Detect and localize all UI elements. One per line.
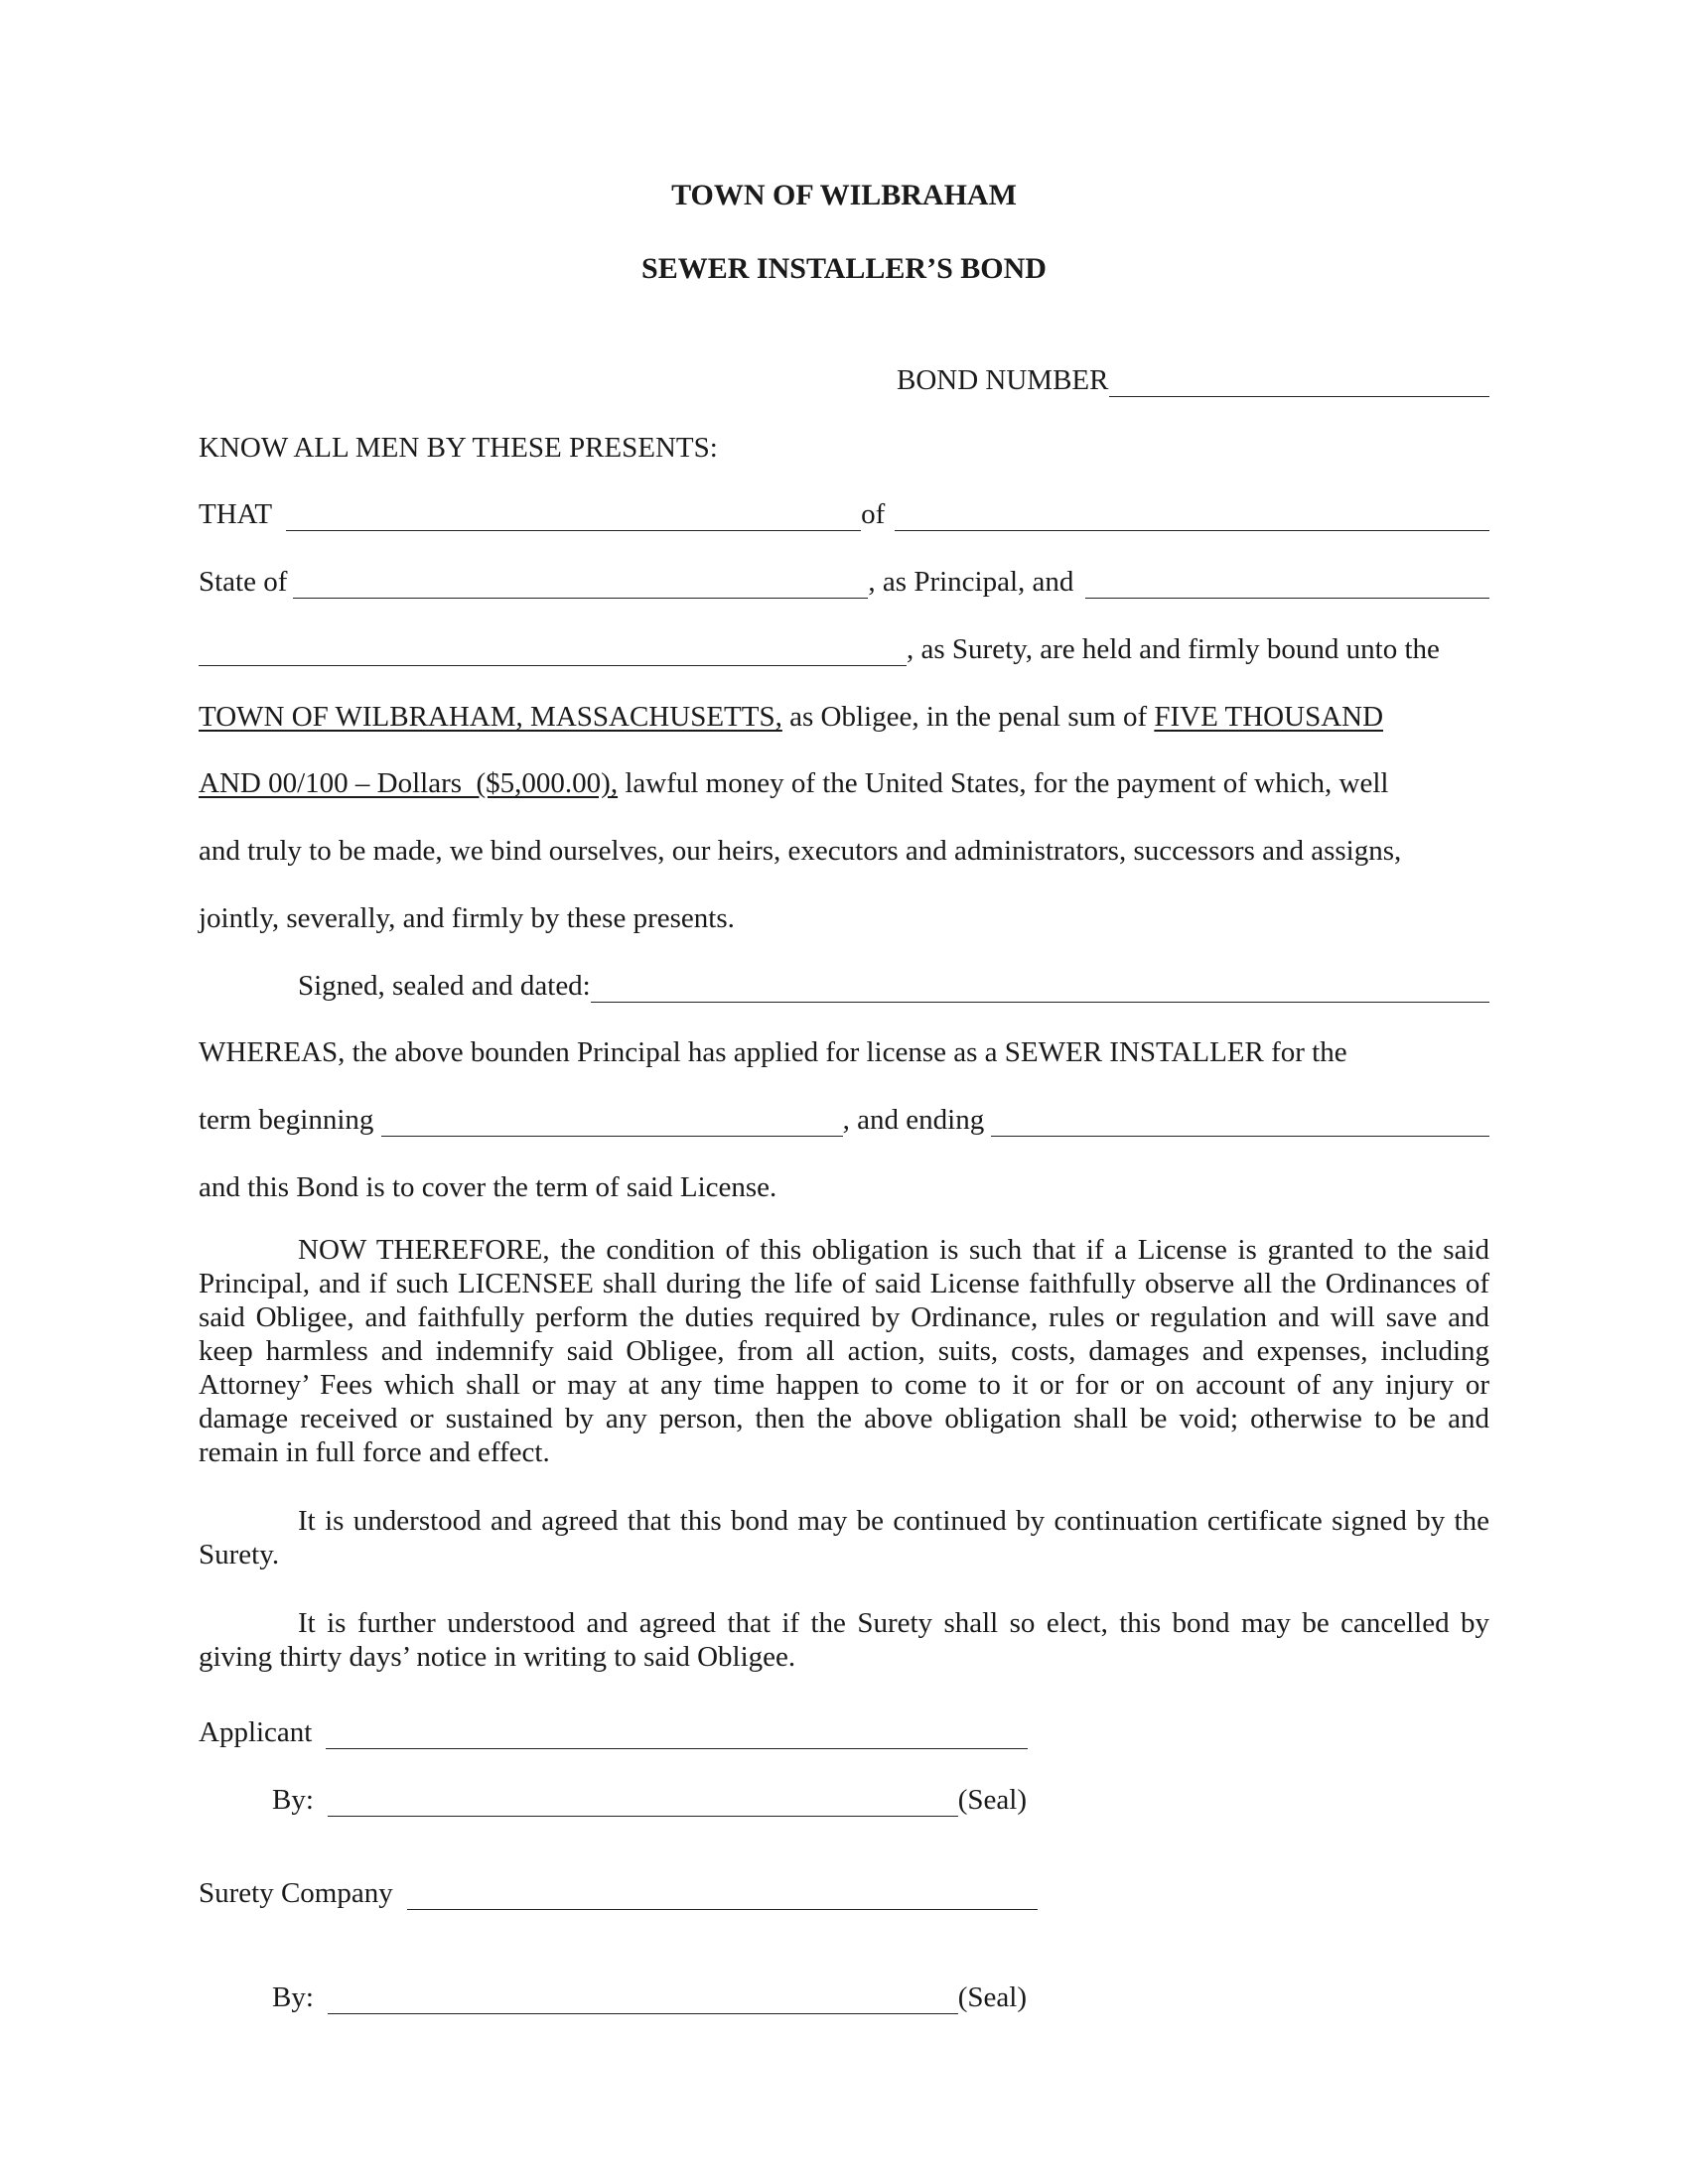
state-of-label: State of: [199, 566, 288, 598]
applicant-by-row: [272, 1773, 1027, 1817]
applicant-row: [199, 1706, 1028, 1749]
applicant-by-label: By:: [272, 1784, 314, 1816]
bond-number-label: BOND NUMBER: [897, 364, 1109, 396]
lawful-money-text: lawful money of the United States, for the payment of which, well: [618, 767, 1389, 799]
surety-by-row: [272, 1971, 1027, 2014]
intro-text: KNOW ALL MEN BY THESE PRESENTS:: [199, 432, 718, 464]
cover-row: [199, 1160, 1489, 1204]
that-label: THAT: [199, 498, 273, 530]
bond-number-row: [897, 353, 1489, 397]
surety-by-label: By:: [272, 1981, 314, 2013]
intro-row: [199, 421, 1489, 465]
principal-address-field[interactable]: [895, 500, 1489, 531]
bind-text: and truly to be made, we bind ourselves, our heirs, executors and administrators, successors and assigns,: [199, 835, 1402, 867]
applicant-label: Applicant: [199, 1716, 313, 1748]
town-title: TOWN OF WILBRAHAM: [671, 179, 1017, 211]
term-ending-label: , and ending: [842, 1104, 992, 1136]
obligee-row: [199, 690, 1489, 734]
jointly-row: [199, 891, 1489, 935]
surety-row: [199, 622, 1489, 666]
state-field[interactable]: [293, 568, 868, 599]
cancelled-text: It is further understood and agreed that if the Surety shall so elect, this bond may be cancelled by giving thirty days’ notice in writing to said Obligee.: [199, 1607, 1489, 1673]
continued-paragraph: [199, 1504, 1489, 1571]
now-therefore-text: NOW THEREFORE, the condition of this obligation is such that if a License is granted to the said Principal, and if such LICENSEE shall during the life of said License faithfully observe all the Ordinances of said Obligee, and faithfully perform the duties required by Ordinance, rules or regulation and will save and keep harmless and indemnify said Obligee, from all action, suits, costs, damages and expenses, including Attorney’ Fees which shall or may at any time happen to come to it or for or on account of any injury or damage received or sustained by any person, then the above obligation shall be void; otherwise to be and remain in full force and effect.: [199, 1234, 1489, 1468]
obligee-name: TOWN OF WILBRAHAM, MASSACHUSETTS,: [199, 701, 782, 733]
obligee-mid-text: as Obligee, in the penal sum of: [781, 701, 1155, 733]
sum-row: [199, 756, 1489, 800]
signed-date-field[interactable]: [591, 972, 1489, 1003]
applicant-field[interactable]: [326, 1718, 1028, 1749]
term-beginning-label: term beginning: [199, 1104, 381, 1136]
signed-row: [298, 959, 1489, 1003]
bind-row: [199, 824, 1489, 868]
cancelled-paragraph: [199, 1606, 1489, 1674]
bond-number-field[interactable]: [1109, 366, 1490, 397]
cover-text: and this Bond is to cover the term of said License.: [199, 1171, 777, 1203]
as-principal-label: , as Principal, and: [868, 566, 1074, 598]
term-ending-field[interactable]: [991, 1106, 1489, 1137]
now-therefore-paragraph: [199, 1233, 1489, 1469]
penal-sum-part2: AND 00/100 – Dollars ($5,000.00),: [199, 767, 619, 799]
whereas-text: WHEREAS, the above bounden Principal has applied for license as a SEWER INSTALLER for the: [199, 1036, 1347, 1068]
state-row: [199, 555, 1489, 599]
surety-seal-label: (Seal): [957, 1981, 1027, 2013]
penal-sum-part1: FIVE THOUSAND: [1154, 701, 1384, 733]
whereas-row: [199, 1025, 1489, 1069]
term-row: [199, 1093, 1489, 1137]
applicant-seal-label: (Seal): [957, 1784, 1027, 1816]
surety-company-field[interactable]: [407, 1879, 1038, 1910]
principal-name-field[interactable]: [286, 500, 861, 531]
as-surety-text: , as Surety, are held and firmly bound unto the: [907, 633, 1440, 665]
of-label: of: [861, 498, 886, 530]
continued-text: It is understood and agreed that this bond may be continued by continuation certificate signed by the Surety.: [199, 1505, 1489, 1570]
that-row: [199, 487, 1489, 531]
applicant-signature-field[interactable]: [328, 1786, 958, 1817]
surety-signature-field[interactable]: [328, 1983, 958, 2014]
surety-name-field[interactable]: [1085, 568, 1489, 599]
surety-company-row: [199, 1866, 1038, 1910]
jointly-text: jointly, severally, and firmly by these presents.: [199, 902, 735, 934]
term-beginning-field[interactable]: [381, 1106, 843, 1137]
surety-address-field[interactable]: [199, 635, 907, 666]
surety-company-label: Surety Company: [199, 1877, 393, 1909]
document-title: SEWER INSTALLER’S BOND: [641, 252, 1047, 285]
signed-label: Signed, sealed and dated:: [298, 970, 591, 1002]
